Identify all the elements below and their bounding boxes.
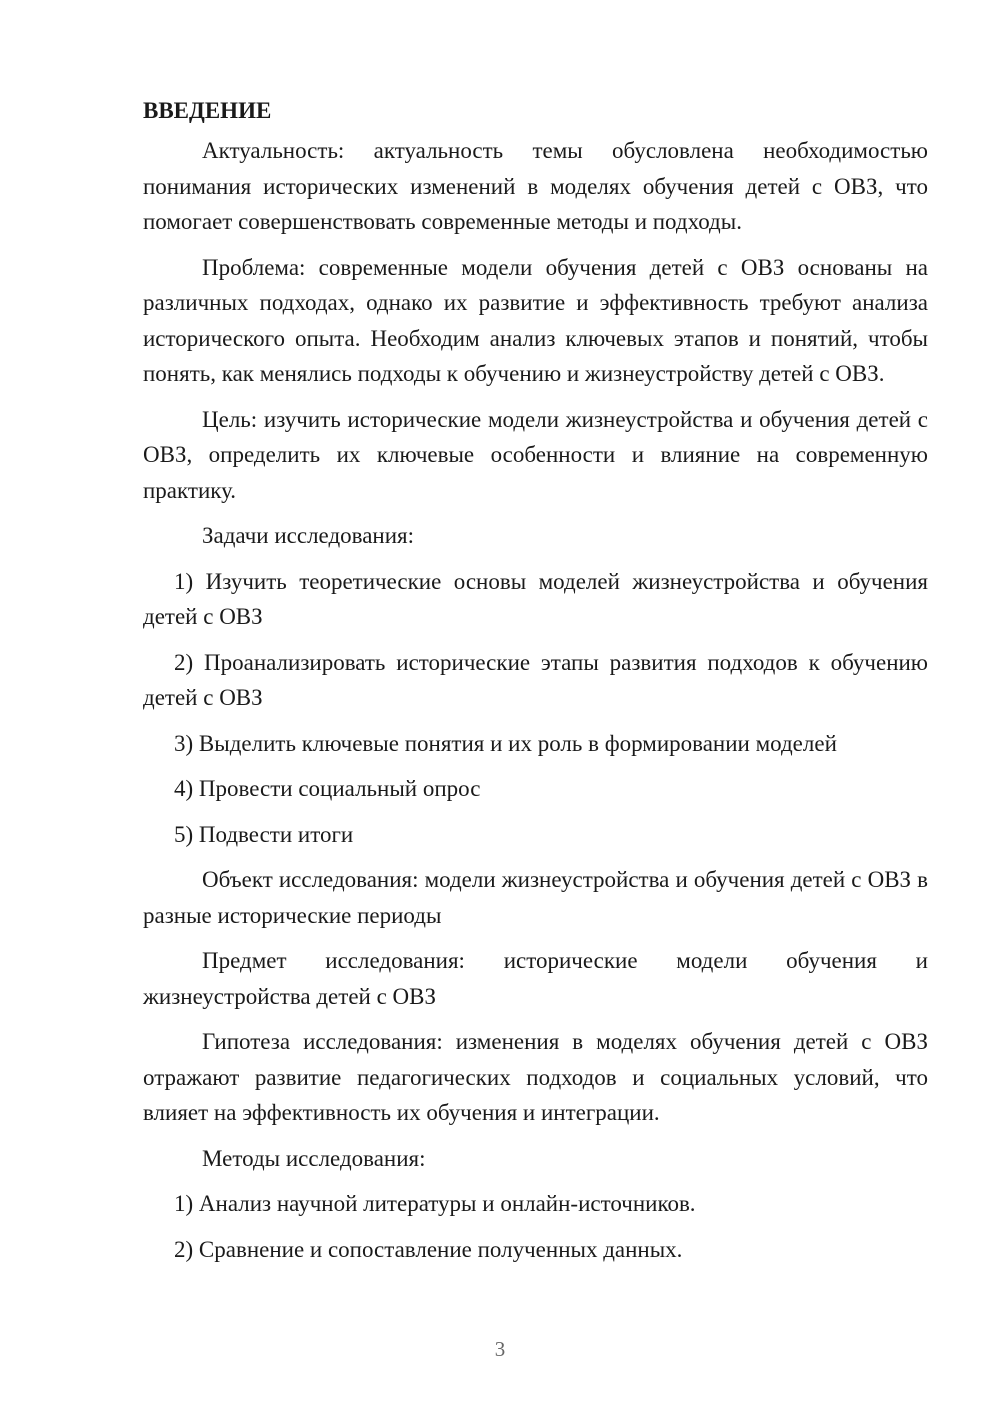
task-item: 2) Проанализировать исторические этапы развития подходов к обучению детей с ОВЗ [143, 649, 928, 710]
method-item: 1) Анализ научной литературы и онлайн-источников. [174, 1191, 696, 1216]
object-paragraph: Объект исследования: модели жизнеустройства и обучения детей с ОВЗ в разные исторические периоды [143, 867, 928, 928]
page-content [143, 93, 928, 1277]
task-item: 5) Подвести итоги [174, 821, 354, 847]
task-item: 4) Провести социальный опрос [174, 776, 481, 801]
problem-paragraph: Проблема: современные модели обучения детей с ОВЗ основаны на различных подходах, однако их развитие и эффективность требуют анализа исторического опыта. Необходим анализ ключевых этапов и понятий, чтобы понять, как менялись подходы к обучению и жизнеустройству детей с ОВЗ. [143, 254, 928, 386]
goal-paragraph: Цель: изучить исторические модели жизнеустройства и обучения детей с ОВЗ, определить их ключевые особенности и влияние на современную практику. [143, 406, 928, 503]
methods-intro: Методы исследования: [202, 1145, 426, 1171]
tasks-intro: Задачи исследования: [202, 523, 415, 548]
subject-paragraph: Предмет исследования: исторические модели обучения и жизнеустройства детей с ОВЗ [143, 948, 928, 1009]
task-item: 1) Изучить теоретические основы моделей жизнеустройства и обучения детей с ОВЗ [143, 568, 928, 629]
hypothesis-paragraph: Гипотеза исследования: изменения в моделях обучения детей с ОВЗ отражают развитие педагогических подходов и социальных условий, что влияет на эффективность их обучения и интеграции. [143, 1029, 928, 1125]
method-item: 2) Сравнение и сопоставление полученных данных. [174, 1236, 683, 1262]
section-heading: ВВЕДЕНИЕ [143, 98, 272, 123]
task-item: 3) Выделить ключевые понятия и их роль в формировании моделей [174, 730, 837, 756]
page-number: 3 [494, 1337, 506, 1361]
relevance-paragraph: Актуальность: актуальность темы обусловлена необходимостью понимания исторических изменений в моделях обучения детей с ОВЗ, что помогает совершенствовать современные методы и подходы. [143, 138, 928, 234]
